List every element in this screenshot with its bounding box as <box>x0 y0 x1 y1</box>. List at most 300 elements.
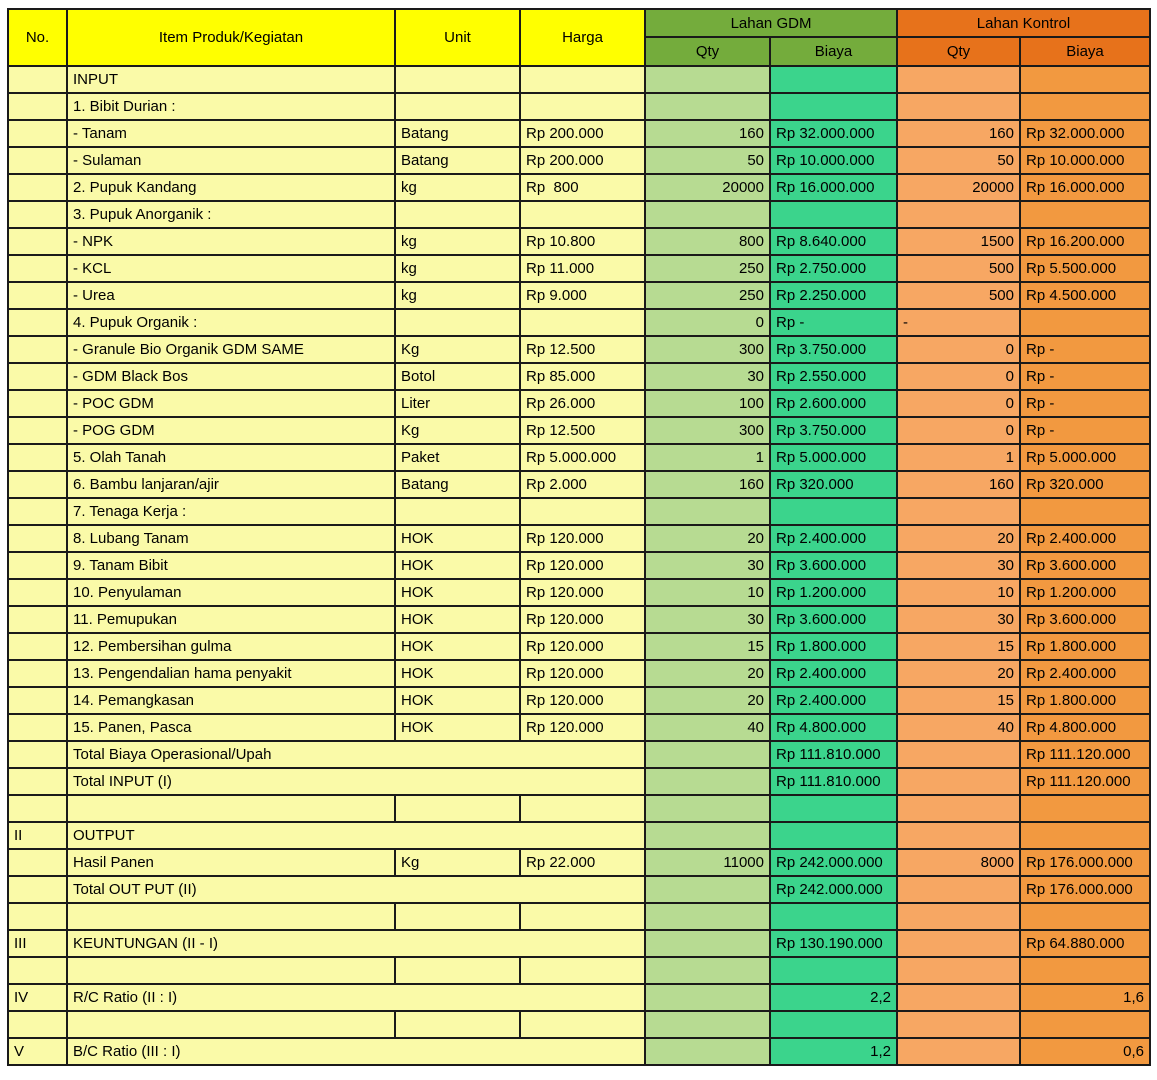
cell-qty-kontrol <box>897 957 1020 984</box>
header-biaya-gdm: Biaya <box>770 37 897 66</box>
cell-qty-gdm: 15 <box>645 633 770 660</box>
cell-biaya-gdm: Rp 16.000.000 <box>770 174 897 201</box>
cell-no <box>8 579 67 606</box>
header-biaya-kontrol: Biaya <box>1020 37 1150 66</box>
table-row <box>8 390 1150 417</box>
cell-no <box>8 849 67 876</box>
cell-biaya-kontrol: Rp 16.200.000 <box>1020 228 1150 255</box>
cell-qty-gdm: 40 <box>645 714 770 741</box>
cell-biaya-gdm: Rp 242.000.000 <box>770 849 897 876</box>
header-group-row <box>8 9 1150 37</box>
cell-qty-kontrol: 30 <box>897 606 1020 633</box>
cell-biaya-gdm <box>770 66 897 93</box>
cell-biaya-kontrol <box>1020 66 1150 93</box>
cell-biaya-gdm: Rp 2.400.000 <box>770 687 897 714</box>
cell-biaya-gdm <box>770 1011 897 1038</box>
cell-item: Total INPUT (I) <box>67 768 645 795</box>
table-row <box>8 201 1150 228</box>
cell-item: - Urea <box>67 282 395 309</box>
cell-biaya-kontrol: Rp 5.500.000 <box>1020 255 1150 282</box>
cell-biaya-gdm: Rp 320.000 <box>770 471 897 498</box>
cell-qty-gdm: 20 <box>645 525 770 552</box>
cell-item: 12. Pembersihan gulma <box>67 633 395 660</box>
cell-qty-kontrol: - <box>897 309 1020 336</box>
cell-harga: Rp 120.000 <box>520 525 645 552</box>
cell-qty-kontrol <box>897 93 1020 120</box>
cell-qty-kontrol: 0 <box>897 417 1020 444</box>
cell-biaya-kontrol: Rp - <box>1020 336 1150 363</box>
cell-biaya-kontrol: Rp - <box>1020 363 1150 390</box>
cell-qty-kontrol <box>897 1038 1020 1065</box>
cell-qty-gdm: 10 <box>645 579 770 606</box>
table-row <box>8 876 1150 903</box>
cell-qty-kontrol <box>897 66 1020 93</box>
cell-no <box>8 741 67 768</box>
cell-biaya-gdm <box>770 957 897 984</box>
cell-unit: Liter <box>395 390 520 417</box>
cell-qty-kontrol: 15 <box>897 687 1020 714</box>
cell-qty-gdm: 20 <box>645 687 770 714</box>
cell-unit: Kg <box>395 849 520 876</box>
cell-harga: Rp 120.000 <box>520 714 645 741</box>
cell-no <box>8 552 67 579</box>
cell-qty-gdm: 160 <box>645 120 770 147</box>
cell-biaya-gdm: Rp 5.000.000 <box>770 444 897 471</box>
table-row <box>8 579 1150 606</box>
cell-qty-gdm: 50 <box>645 147 770 174</box>
cell-biaya-gdm: Rp 2.550.000 <box>770 363 897 390</box>
table-row <box>8 309 1150 336</box>
cell-qty-kontrol: 30 <box>897 552 1020 579</box>
cell-harga <box>520 66 645 93</box>
cell-no <box>8 201 67 228</box>
cell-item: OUTPUT <box>67 822 645 849</box>
cell-qty-gdm: 11000 <box>645 849 770 876</box>
cell-biaya-kontrol: Rp - <box>1020 417 1150 444</box>
cell-harga: Rp 5.000.000 <box>520 444 645 471</box>
cell-no <box>8 795 67 822</box>
cell-qty-gdm <box>645 795 770 822</box>
cell-harga: Rp 120.000 <box>520 552 645 579</box>
cell-biaya-kontrol: Rp 16.000.000 <box>1020 174 1150 201</box>
cell-biaya-kontrol: Rp 2.400.000 <box>1020 660 1150 687</box>
cell-qty-kontrol <box>897 984 1020 1011</box>
table-row <box>8 957 1150 984</box>
cell-item: R/C Ratio (II : I) <box>67 984 645 1011</box>
cell-harga: Rp 11.000 <box>520 255 645 282</box>
table-row <box>8 228 1150 255</box>
cell-qty-gdm <box>645 984 770 1011</box>
header-unit: Unit <box>395 9 520 66</box>
cell-item: Hasil Panen <box>67 849 395 876</box>
cell-no <box>8 255 67 282</box>
cell-biaya-kontrol <box>1020 903 1150 930</box>
cell-item: 13. Pengendalian hama penyakit <box>67 660 395 687</box>
cell-qty-kontrol: 10 <box>897 579 1020 606</box>
cell-unit <box>395 498 520 525</box>
header-group-lahan-gdm: Lahan GDM <box>645 9 897 37</box>
cell-item: 4. Pupuk Organik : <box>67 309 395 336</box>
table-row <box>8 417 1150 444</box>
cost-comparison-table <box>7 8 1151 1066</box>
cell-biaya-gdm: Rp 2.600.000 <box>770 390 897 417</box>
header-no: No. <box>8 9 67 66</box>
cell-item: - Sulaman <box>67 147 395 174</box>
cell-item: KEUNTUNGAN (II - I) <box>67 930 645 957</box>
cell-qty-kontrol: 20000 <box>897 174 1020 201</box>
cell-no <box>8 228 67 255</box>
cell-item: - Tanam <box>67 120 395 147</box>
table-row <box>8 768 1150 795</box>
cell-biaya-gdm: Rp 3.750.000 <box>770 417 897 444</box>
table-row <box>8 1011 1150 1038</box>
cell-biaya-kontrol: Rp 176.000.000 <box>1020 849 1150 876</box>
cell-no <box>8 957 67 984</box>
cell-qty-kontrol <box>897 876 1020 903</box>
table-row <box>8 660 1150 687</box>
table-row <box>8 687 1150 714</box>
cell-no <box>8 633 67 660</box>
cell-harga <box>520 903 645 930</box>
table-row <box>8 282 1150 309</box>
cell-no <box>8 471 67 498</box>
cell-no <box>8 660 67 687</box>
cell-harga: Rp 85.000 <box>520 363 645 390</box>
cell-biaya-kontrol <box>1020 93 1150 120</box>
cell-item: 6. Bambu lanjaran/ajir <box>67 471 395 498</box>
table-row <box>8 255 1150 282</box>
cell-harga: Rp 12.500 <box>520 336 645 363</box>
cell-qty-kontrol <box>897 201 1020 228</box>
table-row <box>8 444 1150 471</box>
cell-qty-kontrol: 1500 <box>897 228 1020 255</box>
cell-biaya-kontrol: 0,6 <box>1020 1038 1150 1065</box>
cell-qty-gdm: 30 <box>645 552 770 579</box>
cell-qty-kontrol: 1 <box>897 444 1020 471</box>
table-header <box>8 9 1150 66</box>
table-row <box>8 498 1150 525</box>
cell-biaya-gdm: Rp 3.750.000 <box>770 336 897 363</box>
cell-harga <box>520 201 645 228</box>
table-row <box>8 93 1150 120</box>
cell-qty-gdm <box>645 903 770 930</box>
cell-qty-kontrol <box>897 903 1020 930</box>
cell-item: 15. Panen, Pasca <box>67 714 395 741</box>
header-group-lahan-kontrol: Lahan Kontrol <box>897 9 1150 37</box>
cell-harga: Rp 120.000 <box>520 606 645 633</box>
cell-no: V <box>8 1038 67 1065</box>
cell-biaya-gdm: Rp 111.810.000 <box>770 741 897 768</box>
cell-qty-gdm: 100 <box>645 390 770 417</box>
cell-qty-gdm <box>645 876 770 903</box>
cell-biaya-gdm: Rp 4.800.000 <box>770 714 897 741</box>
cell-harga <box>520 93 645 120</box>
cell-biaya-gdm: 2,2 <box>770 984 897 1011</box>
cell-no <box>8 390 67 417</box>
cell-biaya-gdm: Rp 3.600.000 <box>770 552 897 579</box>
table-row <box>8 849 1150 876</box>
cell-biaya-gdm <box>770 822 897 849</box>
cell-qty-kontrol: 50 <box>897 147 1020 174</box>
cell-harga: Rp 120.000 <box>520 660 645 687</box>
header-qty-kontrol: Qty <box>897 37 1020 66</box>
cell-biaya-kontrol: Rp 111.120.000 <box>1020 741 1150 768</box>
table-row <box>8 336 1150 363</box>
cell-qty-kontrol: 0 <box>897 336 1020 363</box>
cell-biaya-gdm <box>770 498 897 525</box>
cell-item <box>67 795 395 822</box>
cell-item: B/C Ratio (III : I) <box>67 1038 645 1065</box>
cell-qty-gdm: 30 <box>645 363 770 390</box>
table-row <box>8 471 1150 498</box>
cell-biaya-kontrol <box>1020 309 1150 336</box>
cell-biaya-kontrol <box>1020 795 1150 822</box>
cell-no <box>8 66 67 93</box>
table-row <box>8 984 1150 1011</box>
cell-item: 1. Bibit Durian : <box>67 93 395 120</box>
table-row <box>8 120 1150 147</box>
table-row <box>8 606 1150 633</box>
cell-harga: Rp 22.000 <box>520 849 645 876</box>
cell-qty-gdm <box>645 1038 770 1065</box>
cell-unit: Batang <box>395 471 520 498</box>
cell-biaya-gdm <box>770 903 897 930</box>
table-row <box>8 795 1150 822</box>
cell-qty-gdm: 300 <box>645 336 770 363</box>
cell-biaya-kontrol: Rp 111.120.000 <box>1020 768 1150 795</box>
cell-unit <box>395 957 520 984</box>
cell-qty-gdm: 250 <box>645 255 770 282</box>
table-row <box>8 903 1150 930</box>
cell-qty-gdm <box>645 957 770 984</box>
cell-unit: HOK <box>395 660 520 687</box>
cell-biaya-kontrol <box>1020 1011 1150 1038</box>
cell-biaya-kontrol: Rp 176.000.000 <box>1020 876 1150 903</box>
cell-item: 10. Penyulaman <box>67 579 395 606</box>
header-item: Item Produk/Kegiatan <box>67 9 395 66</box>
cell-item: INPUT <box>67 66 395 93</box>
cell-biaya-kontrol: 1,6 <box>1020 984 1150 1011</box>
cell-biaya-gdm: Rp 32.000.000 <box>770 120 897 147</box>
cell-unit <box>395 795 520 822</box>
cell-unit: Batang <box>395 147 520 174</box>
cell-no <box>8 417 67 444</box>
cell-no <box>8 498 67 525</box>
cell-harga: Rp 800 <box>520 174 645 201</box>
cell-qty-kontrol: 8000 <box>897 849 1020 876</box>
cell-harga <box>520 498 645 525</box>
cell-unit: Paket <box>395 444 520 471</box>
cell-biaya-gdm: Rp 111.810.000 <box>770 768 897 795</box>
cell-unit: HOK <box>395 606 520 633</box>
cell-biaya-gdm: Rp 2.400.000 <box>770 660 897 687</box>
cell-qty-kontrol: 20 <box>897 525 1020 552</box>
cell-biaya-kontrol: Rp 5.000.000 <box>1020 444 1150 471</box>
cell-unit: kg <box>395 282 520 309</box>
cell-biaya-gdm: 1,2 <box>770 1038 897 1065</box>
cell-harga: Rp 26.000 <box>520 390 645 417</box>
cell-biaya-gdm: Rp - <box>770 309 897 336</box>
cell-harga <box>520 795 645 822</box>
cell-biaya-kontrol: Rp 320.000 <box>1020 471 1150 498</box>
cell-harga: Rp 2.000 <box>520 471 645 498</box>
cell-item: Total Biaya Operasional/Upah <box>67 741 645 768</box>
cell-biaya-kontrol: Rp 1.800.000 <box>1020 633 1150 660</box>
cell-item: 3. Pupuk Anorganik : <box>67 201 395 228</box>
cell-qty-gdm: 20000 <box>645 174 770 201</box>
table-row <box>8 66 1150 93</box>
cell-item <box>67 903 395 930</box>
cell-no <box>8 525 67 552</box>
table-row <box>8 363 1150 390</box>
cell-biaya-gdm: Rp 130.190.000 <box>770 930 897 957</box>
cell-qty-gdm <box>645 822 770 849</box>
cell-unit: kg <box>395 255 520 282</box>
table-row <box>8 714 1150 741</box>
cell-qty-kontrol <box>897 1011 1020 1038</box>
cell-unit: HOK <box>395 687 520 714</box>
cell-biaya-kontrol: Rp - <box>1020 390 1150 417</box>
cell-item: - Granule Bio Organik GDM SAME <box>67 336 395 363</box>
cell-biaya-kontrol: Rp 4.500.000 <box>1020 282 1150 309</box>
cell-biaya-gdm: Rp 2.250.000 <box>770 282 897 309</box>
cell-qty-kontrol <box>897 498 1020 525</box>
cell-no <box>8 363 67 390</box>
cell-biaya-kontrol: Rp 4.800.000 <box>1020 714 1150 741</box>
cell-qty-gdm <box>645 768 770 795</box>
cell-qty-kontrol: 0 <box>897 390 1020 417</box>
cell-qty-gdm <box>645 930 770 957</box>
cell-unit: kg <box>395 174 520 201</box>
cell-unit <box>395 66 520 93</box>
cell-biaya-kontrol: Rp 10.000.000 <box>1020 147 1150 174</box>
cell-item: 2. Pupuk Kandang <box>67 174 395 201</box>
cell-item: 14. Pemangkasan <box>67 687 395 714</box>
cell-biaya-kontrol: Rp 2.400.000 <box>1020 525 1150 552</box>
cell-biaya-gdm: Rp 242.000.000 <box>770 876 897 903</box>
cell-no <box>8 174 67 201</box>
cell-unit: HOK <box>395 579 520 606</box>
cell-harga <box>520 309 645 336</box>
cell-harga: Rp 120.000 <box>520 687 645 714</box>
cell-biaya-gdm <box>770 93 897 120</box>
cell-qty-kontrol: 500 <box>897 255 1020 282</box>
cell-no <box>8 1011 67 1038</box>
table-body <box>8 66 1150 1065</box>
cell-harga: Rp 10.800 <box>520 228 645 255</box>
cell-qty-gdm: 250 <box>645 282 770 309</box>
cell-unit: kg <box>395 228 520 255</box>
cell-harga <box>520 1011 645 1038</box>
cell-qty-kontrol: 160 <box>897 471 1020 498</box>
cell-qty-gdm <box>645 66 770 93</box>
cell-no: III <box>8 930 67 957</box>
table-row <box>8 147 1150 174</box>
cell-biaya-kontrol: Rp 1.800.000 <box>1020 687 1150 714</box>
cell-biaya-kontrol <box>1020 498 1150 525</box>
cell-harga: Rp 9.000 <box>520 282 645 309</box>
cell-no <box>8 768 67 795</box>
cell-item: 5. Olah Tanah <box>67 444 395 471</box>
cell-unit: HOK <box>395 633 520 660</box>
cell-harga: Rp 120.000 <box>520 579 645 606</box>
cell-qty-gdm: 0 <box>645 309 770 336</box>
cell-no <box>8 606 67 633</box>
table-row <box>8 1038 1150 1065</box>
table-row <box>8 174 1150 201</box>
cell-biaya-kontrol: Rp 64.880.000 <box>1020 930 1150 957</box>
cell-biaya-gdm <box>770 795 897 822</box>
cell-unit: Botol <box>395 363 520 390</box>
cell-biaya-gdm: Rp 1.200.000 <box>770 579 897 606</box>
cell-unit: HOK <box>395 714 520 741</box>
cell-no <box>8 93 67 120</box>
cell-no <box>8 714 67 741</box>
cell-qty-gdm: 300 <box>645 417 770 444</box>
cell-biaya-gdm: Rp 3.600.000 <box>770 606 897 633</box>
cell-item: 11. Pemupukan <box>67 606 395 633</box>
cell-item: 9. Tanam Bibit <box>67 552 395 579</box>
cell-qty-gdm <box>645 201 770 228</box>
cell-qty-gdm <box>645 498 770 525</box>
cell-biaya-gdm: Rp 10.000.000 <box>770 147 897 174</box>
cell-biaya-gdm: Rp 1.800.000 <box>770 633 897 660</box>
cell-qty-kontrol <box>897 822 1020 849</box>
cell-no <box>8 903 67 930</box>
cell-unit: Batang <box>395 120 520 147</box>
cell-biaya-gdm: Rp 8.640.000 <box>770 228 897 255</box>
cell-no <box>8 687 67 714</box>
cell-item <box>67 1011 395 1038</box>
cell-no: II <box>8 822 67 849</box>
cell-item <box>67 957 395 984</box>
table-row <box>8 525 1150 552</box>
cell-biaya-kontrol: Rp 32.000.000 <box>1020 120 1150 147</box>
cell-unit: HOK <box>395 525 520 552</box>
cell-item: - KCL <box>67 255 395 282</box>
cell-unit <box>395 1011 520 1038</box>
cell-item: 8. Lubang Tanam <box>67 525 395 552</box>
cell-no <box>8 147 67 174</box>
cell-qty-kontrol: 160 <box>897 120 1020 147</box>
cell-no <box>8 876 67 903</box>
cell-qty-kontrol <box>897 795 1020 822</box>
cell-unit <box>395 93 520 120</box>
cell-harga: Rp 200.000 <box>520 147 645 174</box>
table-row <box>8 552 1150 579</box>
cell-item: Total OUT PUT (II) <box>67 876 645 903</box>
table-row <box>8 822 1150 849</box>
cell-harga: Rp 120.000 <box>520 633 645 660</box>
cell-qty-gdm: 160 <box>645 471 770 498</box>
cell-biaya-gdm <box>770 201 897 228</box>
cell-item: - GDM Black Bos <box>67 363 395 390</box>
cell-item: - NPK <box>67 228 395 255</box>
table-row <box>8 741 1150 768</box>
cell-item: - POC GDM <box>67 390 395 417</box>
cell-unit: Kg <box>395 417 520 444</box>
cell-qty-gdm: 30 <box>645 606 770 633</box>
cell-no <box>8 120 67 147</box>
cell-qty-kontrol: 0 <box>897 363 1020 390</box>
cell-unit <box>395 201 520 228</box>
cell-biaya-kontrol <box>1020 201 1150 228</box>
cell-harga: Rp 12.500 <box>520 417 645 444</box>
cell-biaya-kontrol: Rp 3.600.000 <box>1020 552 1150 579</box>
cell-biaya-gdm: Rp 2.750.000 <box>770 255 897 282</box>
cell-harga <box>520 957 645 984</box>
cell-biaya-gdm: Rp 2.400.000 <box>770 525 897 552</box>
